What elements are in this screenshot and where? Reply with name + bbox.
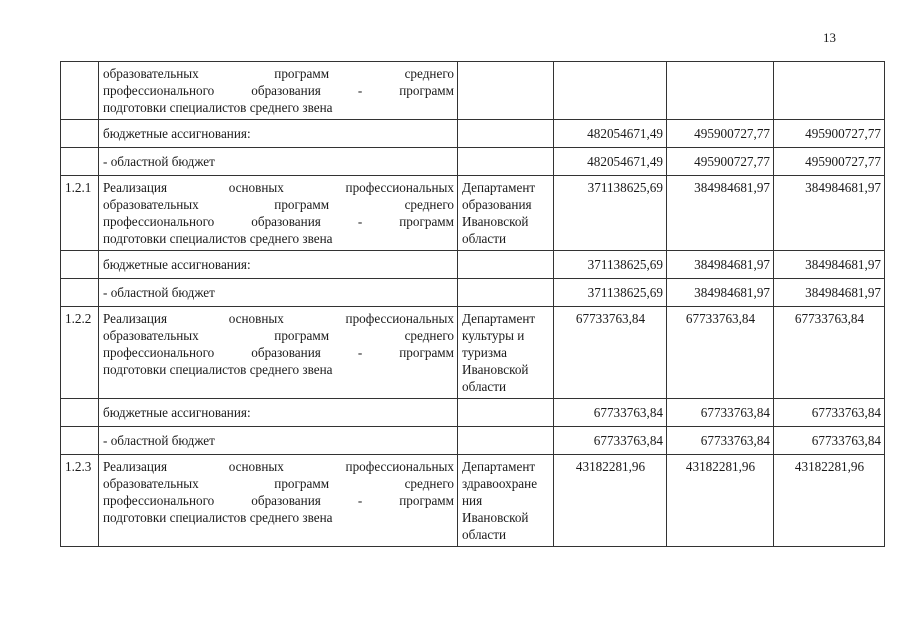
row-number-cell: 1.2.3 bbox=[61, 455, 99, 547]
year-2-amount-cell: 384984681,97 bbox=[667, 176, 774, 251]
activity-name-cell bbox=[99, 62, 458, 120]
year-3-amount-cell bbox=[774, 62, 885, 120]
year-1-amount-cell: 371138625,69 bbox=[554, 279, 667, 307]
year-2-amount-cell: 67733763,84 bbox=[667, 307, 774, 399]
activity-name-cell bbox=[99, 399, 458, 427]
table-row bbox=[61, 427, 885, 455]
activity-name-cell bbox=[99, 251, 458, 279]
year-3-amount-cell: 495900727,77 bbox=[774, 120, 885, 148]
executor-cell bbox=[458, 399, 554, 427]
row-number-cell: 1.2.1 bbox=[61, 176, 99, 251]
year-3-amount-cell: 384984681,97 bbox=[774, 176, 885, 251]
activity-name-line: - областной бюджет bbox=[103, 285, 215, 300]
year-2-amount-cell: 384984681,97 bbox=[667, 279, 774, 307]
table-row bbox=[61, 148, 885, 176]
activity-name-line: профессионального образования - программ bbox=[103, 493, 454, 508]
activity-name-cell bbox=[99, 279, 458, 307]
year-1-amount-cell bbox=[554, 62, 667, 120]
row-number-cell bbox=[61, 279, 99, 307]
executor-cell bbox=[458, 279, 554, 307]
year-1-amount-cell: 67733763,84 bbox=[554, 399, 667, 427]
activity-name-line: образовательных программ среднего bbox=[103, 197, 454, 212]
year-2-amount-cell: 67733763,84 bbox=[667, 427, 774, 455]
year-1-amount-cell: 371138625,69 bbox=[554, 251, 667, 279]
activity-name-line: Реализация основных профессиональных bbox=[103, 180, 454, 195]
executor-cell: Департамент культуры и туризма Ивановской области bbox=[458, 307, 554, 399]
row-number-cell bbox=[61, 399, 99, 427]
activity-name-line: - областной бюджет bbox=[103, 154, 215, 169]
year-3-amount-cell: 67733763,84 bbox=[774, 307, 885, 399]
executor-cell bbox=[458, 251, 554, 279]
activity-name-cell bbox=[99, 120, 458, 148]
activity-name-line: Реализация основных профессиональных bbox=[103, 459, 454, 474]
table-row bbox=[61, 176, 885, 251]
executor-cell: Департамент здравоохране ния Ивановской области bbox=[458, 455, 554, 547]
activity-name-line: профессионального образования - программ bbox=[103, 83, 454, 98]
budget-table-body bbox=[61, 62, 885, 547]
executor-cell bbox=[458, 62, 554, 120]
row-number-cell bbox=[61, 120, 99, 148]
year-2-amount-cell: 495900727,77 bbox=[667, 120, 774, 148]
year-3-amount-cell: 384984681,97 bbox=[774, 251, 885, 279]
table-row bbox=[61, 307, 885, 399]
activity-name-line: профессионального образования - программ bbox=[103, 345, 454, 360]
year-2-amount-cell: 67733763,84 bbox=[667, 399, 774, 427]
row-number-cell: 1.2.2 bbox=[61, 307, 99, 399]
year-3-amount-cell: 384984681,97 bbox=[774, 279, 885, 307]
year-2-amount-cell bbox=[667, 62, 774, 120]
activity-name-line: профессионального образования - программ bbox=[103, 214, 454, 229]
executor-cell bbox=[458, 427, 554, 455]
activity-name-line: подготовки специалистов среднего звена bbox=[103, 100, 333, 115]
year-1-amount-cell: 482054671,49 bbox=[554, 120, 667, 148]
year-3-amount-cell: 43182281,96 bbox=[774, 455, 885, 547]
activity-name-cell bbox=[99, 455, 458, 547]
activity-name-line: бюджетные ассигнования: bbox=[103, 405, 251, 420]
year-3-amount-cell: 67733763,84 bbox=[774, 427, 885, 455]
executor-cell: Департамент образования Ивановской области bbox=[458, 176, 554, 251]
row-number-cell bbox=[61, 251, 99, 279]
table-row bbox=[61, 455, 885, 547]
year-1-amount-cell: 482054671,49 bbox=[554, 148, 667, 176]
table-row bbox=[61, 399, 885, 427]
activity-name-cell bbox=[99, 307, 458, 399]
activity-name-line: образовательных программ среднего bbox=[103, 476, 454, 491]
activity-name-cell bbox=[99, 148, 458, 176]
year-1-amount-cell: 371138625,69 bbox=[554, 176, 667, 251]
row-number-cell bbox=[61, 427, 99, 455]
table-row bbox=[61, 279, 885, 307]
activity-name-line: подготовки специалистов среднего звена bbox=[103, 362, 333, 377]
activity-name-line: образовательных программ среднего bbox=[103, 328, 454, 343]
year-2-amount-cell: 384984681,97 bbox=[667, 251, 774, 279]
year-2-amount-cell: 495900727,77 bbox=[667, 148, 774, 176]
executor-cell bbox=[458, 148, 554, 176]
activity-name-line: - областной бюджет bbox=[103, 433, 215, 448]
executor-cell bbox=[458, 120, 554, 148]
activity-name-line: подготовки специалистов среднего звена bbox=[103, 510, 333, 525]
page-number: 13 bbox=[823, 30, 836, 45]
activity-name-line: Реализация основных профессиональных bbox=[103, 311, 454, 326]
year-1-amount-cell: 67733763,84 bbox=[554, 307, 667, 399]
activity-name-line: бюджетные ассигнования: bbox=[103, 257, 251, 272]
budget-table bbox=[60, 61, 885, 547]
table-row bbox=[61, 62, 885, 120]
row-number-cell bbox=[61, 148, 99, 176]
activity-name-line: подготовки специалистов среднего звена bbox=[103, 231, 333, 246]
activity-name-cell bbox=[99, 427, 458, 455]
table-row bbox=[61, 120, 885, 148]
year-3-amount-cell: 67733763,84 bbox=[774, 399, 885, 427]
table-row bbox=[61, 251, 885, 279]
activity-name-line: бюджетные ассигнования: bbox=[103, 126, 251, 141]
row-number-cell bbox=[61, 62, 99, 120]
year-1-amount-cell: 43182281,96 bbox=[554, 455, 667, 547]
activity-name-cell bbox=[99, 176, 458, 251]
activity-name-line: образовательных программ среднего bbox=[103, 66, 454, 81]
year-2-amount-cell: 43182281,96 bbox=[667, 455, 774, 547]
year-3-amount-cell: 495900727,77 bbox=[774, 148, 885, 176]
year-1-amount-cell: 67733763,84 bbox=[554, 427, 667, 455]
